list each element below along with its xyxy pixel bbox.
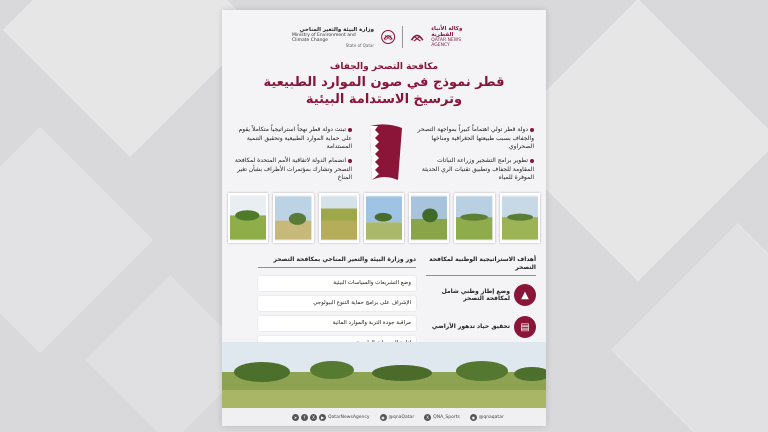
fact-text: تبنت دولة قطر نهجاً استراتيجياً متكاملاً يقوم على حماية الموارد الطبيعية وتحقيق التنمية المستدامة <box>238 126 352 150</box>
youtube-icon: ▶ <box>320 414 325 420</box>
landscape-photo <box>409 193 449 243</box>
fact-right-2 <box>416 157 534 183</box>
fact-text: انضمام الدولة لاتفاقية الأمم المتحدة لمكافحة التصحر وتشارك بمؤتمرات الأطراف بشأن تغير المناخ <box>234 157 352 181</box>
bullet-icon <box>348 159 352 163</box>
goals-heading: أهداف الاستراتيجية الوطنية لمكافحة التصحر <box>426 256 536 276</box>
goal-label: وضع إطار وطني شامل لمكافحة التصحر <box>441 287 510 302</box>
ministry-name-en: Ministry of Environment and Climate Change <box>292 32 356 43</box>
agency-name-ar: وكالة الأنباء القطرية <box>431 26 463 38</box>
landscape-photo <box>454 193 494 243</box>
facebook-icon: f <box>301 414 308 421</box>
fact-left-2 <box>234 157 352 183</box>
title-line-2: وترسيخ الاستدامة البيئية <box>305 92 463 107</box>
social-handle: QatarNewsAgency <box>328 414 370 420</box>
desert-icon: ▲ <box>514 284 536 306</box>
main-title <box>232 74 536 108</box>
land-icon: ▤ <box>514 316 536 338</box>
landscape-banner <box>222 342 546 408</box>
role-item: الإشراف على برامج حماية التنوع البيولوجي <box>258 296 416 311</box>
logo-bar <box>292 20 476 54</box>
social-gov[interactable] <box>470 414 504 421</box>
landscape-photo <box>228 193 268 243</box>
qna-logo-icon <box>409 27 425 47</box>
social-qna[interactable] <box>292 414 370 421</box>
landscape-photo <box>500 193 540 243</box>
goal-label: تحقيق حياد تدهور الأراضي <box>431 323 510 331</box>
footer-social-bar <box>222 408 546 426</box>
infographic-poster <box>222 10 546 426</box>
role-item: وضع التشريعات والسياسات البيئية <box>258 276 416 291</box>
photo-strip <box>228 193 540 243</box>
qatar-flag-icon <box>368 122 404 184</box>
bullet-icon <box>348 128 352 132</box>
ministry-name-ar: وزارة البيئة والتغير المناخي <box>299 26 374 33</box>
roles-heading: دور وزارة البيئة والتغير المناخي بمكافحة التصحر <box>258 256 416 268</box>
fact-left-1 <box>234 126 352 152</box>
bullet-icon <box>530 128 534 132</box>
landscape-photo <box>319 193 359 243</box>
landscape-photo <box>273 193 313 243</box>
instagram-icon: ◉ <box>471 414 476 420</box>
landscape-photo <box>364 193 404 243</box>
fact-right-1 <box>416 126 534 152</box>
agency-name-en: QATAR NEWS AGENCY <box>431 38 462 48</box>
bullet-icon <box>530 159 534 163</box>
logo-divider <box>402 26 403 48</box>
qatar-emblem-icon <box>380 27 396 47</box>
role-item: مراقبة جودة التربة والموارد المائية <box>258 316 416 331</box>
social-handle: @qnaQatar <box>388 414 415 420</box>
fact-text: دولة قطر تولي اهتماماً كبيراً بمواجهة التصحر والجفاف بسبب طبيعتها الجغرافية ومناخها الصحراوي <box>417 126 534 150</box>
social-x[interactable] <box>380 414 415 421</box>
goal-item <box>426 316 536 338</box>
social-handle: @qnaqatar <box>478 414 504 420</box>
title-line-1: قطر نموذج في صون الموارد الطبيعية <box>263 75 505 90</box>
social-sports[interactable] <box>424 414 460 421</box>
ministry-logo-text <box>292 27 374 48</box>
ministry-sub: State of Qatar <box>345 42 374 48</box>
subtitle: مكافحة التصحر والجفاف <box>329 62 439 72</box>
telegram-icon: ➤ <box>293 414 298 420</box>
fact-text: تطوير برامج التشجير وزراعة النباتات المقاومة للجفاف وتطبيق تقنيات الري الحديثة الموفرة للمياه <box>421 157 534 181</box>
x-icon: X <box>310 414 317 421</box>
goal-item <box>426 284 536 306</box>
instagram-icon: ◉ <box>381 414 385 420</box>
social-handle: QNA_Sports <box>433 414 460 420</box>
qna-logo-text <box>431 26 476 48</box>
x-icon: X <box>424 414 431 421</box>
